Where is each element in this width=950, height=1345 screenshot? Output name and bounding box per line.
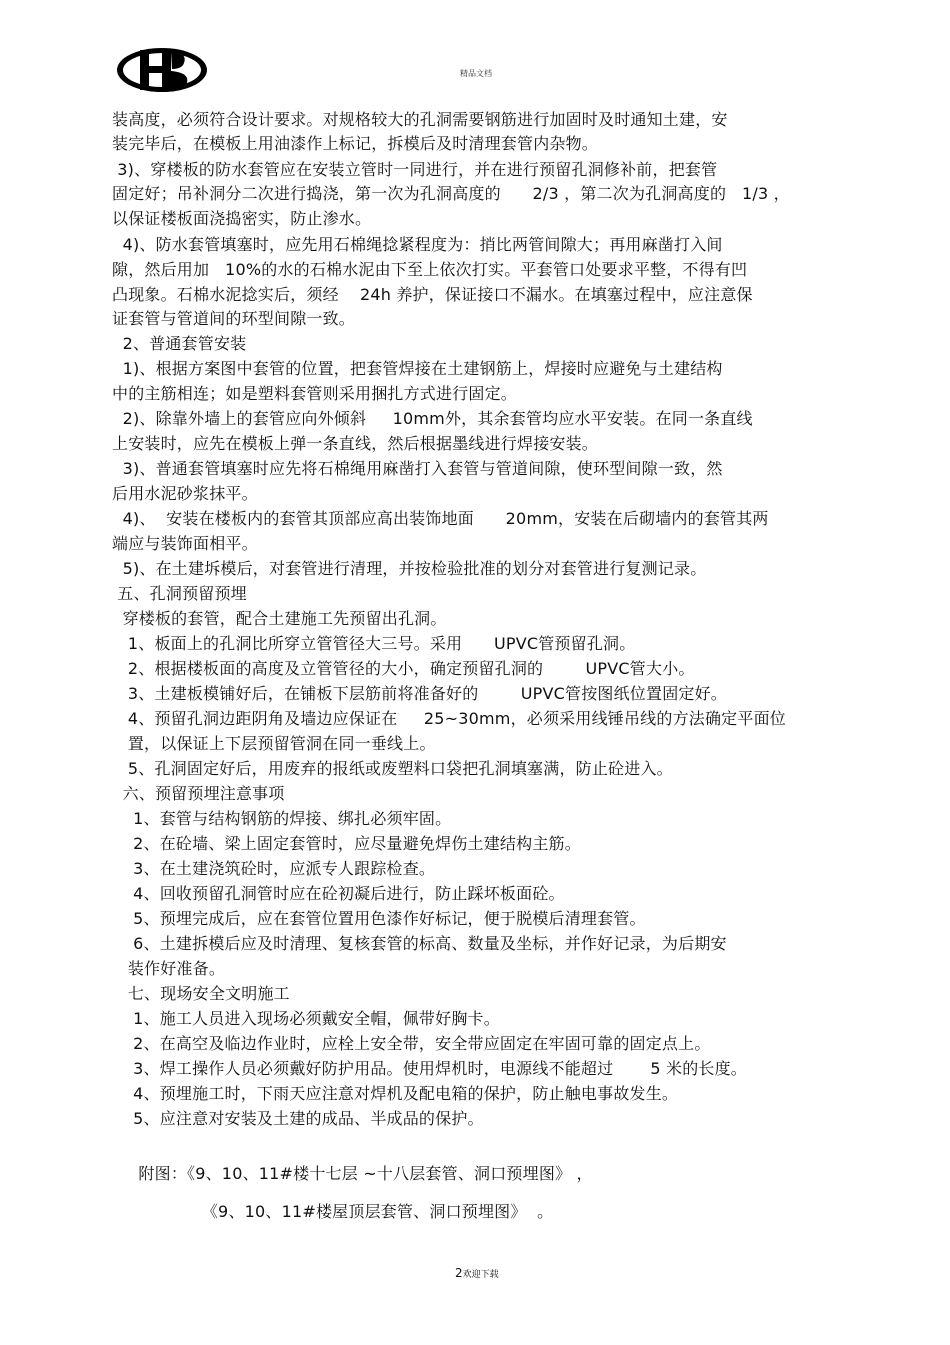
text-line: 4)、防水套管填塞时，应先用石棉绳捻紧程度为：捎比两管间隙大；再用麻凿打入间 [112, 235, 723, 254]
text-line: 6、土建拆模后应及时清理、复核套管的标高、数量及坐标，并作好记录，为后期安 [112, 934, 727, 953]
section-heading: 七、现场安全文明施工 [112, 984, 290, 1003]
text-line: 置，以保证上下层预留管洞在同一垂线上。 [112, 734, 436, 753]
text-line: 装完毕后，在模板上用油漆作上标记，拆模后及时清理套管内杂物。 [112, 134, 599, 153]
footer-text: 欢迎下载 [462, 1270, 499, 1280]
text-line: 5)、在土建坼模后，对套管进行清理，并按检验批准的划分对套管进行复测记录。 [112, 559, 707, 578]
text-line: 中的主筋相连；如是塑料套管则采用捆扎方式进行固定。 [112, 384, 518, 403]
text-line: 1、套管与结构钢筋的焊接、绑扎必须牢固。 [112, 809, 452, 828]
appendix-line: 附图：《9、10、11#楼十七层 ~十八层套管、洞口预埋图》 ， [112, 1164, 593, 1183]
appendix-line: 《9、10、11#楼屋顶层套管、洞口预埋图》 。 [112, 1202, 554, 1221]
text-line: 穿楼板的套管，配合土建施工先预留出孔洞。 [112, 609, 447, 628]
text-line: 1、板面上的孔洞比所穿立管管径大三号。采用 UPVC管预留孔洞。 [112, 634, 636, 653]
text-line: 5、应注意对安装及土建的成品、半成品的保护。 [112, 1109, 484, 1128]
section-heading: 五、孔洞预留预埋 [112, 584, 247, 603]
text-line: 2、普通套管安装 [112, 334, 247, 353]
text-line: 4、预埋施工时，下雨天应注意对焊机及配电箱的保护，防止触电事故发生。 [112, 1084, 679, 1103]
page-number: 2 [455, 1266, 463, 1280]
text-line: 装高度，必须符合设计要求。对规格较大的孔洞需要钢筋进行加固时及时通知土建，安 [112, 110, 728, 129]
text-line: 2、在砼墙、梁上固定套管时，应尽量避免焊伤土建结构主筋。 [112, 834, 581, 853]
text-line: 隙，然后用加 10%的水的石棉水泥由下至上依次打实。平套管口处要求平整，不得有凹 [112, 260, 748, 279]
text-line: 5、孔洞固定好后，用废弃的报纸或废塑料口袋把孔洞填塞满，防止砼进入。 [112, 759, 673, 778]
text-line: 固定好；吊补洞分二次进行捣浇，第一次为孔洞高度的 2/3 ，第二次为孔洞高度的 1/3 ， [112, 184, 790, 203]
text-line: 上安装时，应先在模板上弹一条直线，然后根据墨线进行焊接安装。 [112, 434, 599, 453]
text-line: 1、施工人员进入现场必须戴安全帽，佩带好胸卡。 [112, 1009, 500, 1028]
text-line: 装作好准备。 [112, 959, 226, 978]
text-line: 以保证楼板面浇捣密实，防止渗水。 [112, 209, 372, 228]
header-label: 精品文档 [460, 69, 492, 78]
text-line: 端应与装饰面相平。 [112, 534, 258, 553]
text-line: 3、在土建浇筑砼时，应派专人跟踪检查。 [112, 859, 436, 878]
text-line: 凸现象。石棉水泥捻实后，须经 24h 养护，保证接口不漏水。在填塞过程中，应注意保 [112, 285, 753, 304]
text-line: 4)、 安装在楼板内的套管其顶部应高出装饰地面 20mm，安装在后砌墙内的套管其两 [112, 509, 769, 528]
text-line: 2)、除靠外墙上的套管应向外倾斜 10mm外，其余套管均应水平安装。在同一条直线 [112, 409, 753, 428]
text-line: 2、在高空及临边作业时，应栓上安全带，安全带应固定在牢固可靠的固定点上。 [112, 1034, 711, 1053]
text-line: 3、焊工操作人员必须戴好防护用品。使用焊机时，电源线不能超过 5 米的长度。 [112, 1059, 747, 1078]
page-footer [455, 1266, 499, 1280]
text-line: 证套管与管道间的环型间隙一致。 [112, 309, 356, 328]
text-line: 后用水泥砂浆抹平。 [112, 484, 258, 503]
text-line: 1)、根据方案图中套管的位置，把套管焊接在土建钢筋上，焊接时应避免与土建结构 [112, 359, 723, 378]
text-line: 5、预埋完成后，应在套管位置用色漆作好标记，便于脱模后清理套管。 [112, 909, 646, 928]
text-line: 4、回收预留孔洞管时应在砼初凝后进行，防止踩坏板面砼。 [112, 884, 565, 903]
section-heading: 六、预留预埋注意事项 [112, 784, 285, 803]
company-logo [112, 45, 212, 95]
text-line: 2、根据楼板面的高度及立管管径的大小，确定预留孔洞的 UPVC管大小。 [112, 659, 695, 678]
text-line: 4、预留孔洞边距阴角及墙边应保证在 25~30mm，必须采用线锤吊线的方法确定平面位 [112, 709, 786, 728]
text-line: 3)、穿楼板的防水套管应在安装立管时一同进行，并在进行预留孔洞修补前，把套管 [112, 160, 718, 179]
text-line: 3、土建板模铺好后，在铺板下层筋前将准备好的 UPVC管按图纸位置固定好。 [112, 684, 728, 703]
text-line: 3)、普通套管填塞时应先将石棉绳用麻凿打入套管与管道间隙，使环型间隙一致，然 [112, 459, 723, 478]
